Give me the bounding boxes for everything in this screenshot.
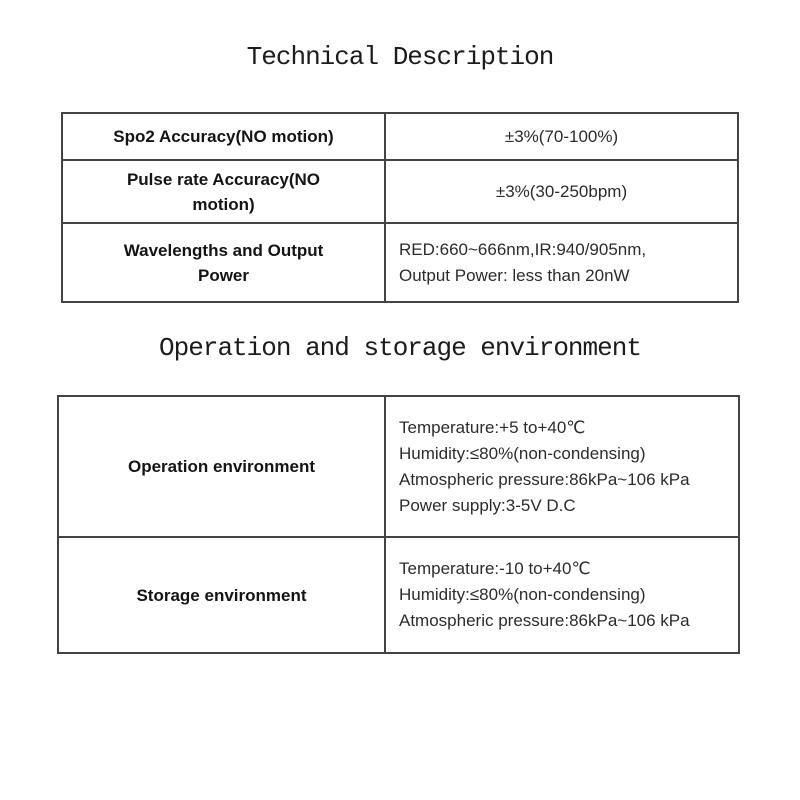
spec-label-cell bbox=[62, 160, 385, 223]
spec-label-cell bbox=[58, 396, 385, 537]
spec-label-text: Spo2 Accuracy(NO motion) bbox=[113, 127, 334, 146]
spec-value-cell bbox=[385, 396, 739, 537]
spec-value-cell bbox=[385, 537, 739, 653]
table-row-pulse-rate-accuracy bbox=[62, 160, 738, 223]
technical-description-table bbox=[61, 112, 739, 303]
spec-value-text: Humidity:≤80%(non-condensing) bbox=[399, 443, 646, 463]
spec-label-cell bbox=[62, 113, 385, 160]
spec-value-text: Power supply:3-5V D.C bbox=[399, 495, 576, 515]
spec-label-text: Power bbox=[197, 265, 250, 285]
spec-label-text: Storage environment bbox=[136, 585, 307, 605]
spec-value-text: RED:660~666nm,IR:940/905nm, bbox=[399, 239, 647, 259]
spec-value-text: Humidity:≤80%(non-condensing) bbox=[399, 585, 646, 604]
table-row-operation-environment bbox=[58, 396, 739, 537]
spec-value-text: ±3%(70-100%) bbox=[504, 126, 619, 146]
spec-value-text: Atmospheric pressure:86kPa~106 kPa bbox=[399, 611, 690, 630]
spec-label-text: Wavelengths and Output bbox=[123, 240, 324, 260]
spec-label-text: motion) bbox=[192, 194, 255, 214]
spec-value-text: Atmospheric pressure:86kPa~106 kPa bbox=[399, 469, 690, 489]
table-row-spo2-accuracy bbox=[62, 113, 738, 160]
spec-value-text: ±3%(30-250bpm) bbox=[495, 181, 628, 201]
section-title: Operation and storage environment bbox=[159, 333, 641, 363]
table-row-wavelengths-output-power bbox=[62, 223, 738, 302]
spec-label-cell bbox=[62, 223, 385, 302]
page-title: Technical Description bbox=[246, 42, 554, 72]
spec-label-cell bbox=[58, 537, 385, 653]
spec-label-text: Pulse rate Accuracy(NO bbox=[126, 169, 321, 189]
spec-value-text: Temperature:+5 to+40℃ bbox=[399, 417, 586, 437]
table-row-storage-environment bbox=[58, 537, 739, 653]
spec-value-text: Temperature:-10 to+40℃ bbox=[399, 559, 591, 578]
spec-value-cell bbox=[385, 160, 738, 223]
spec-value-cell bbox=[385, 223, 738, 302]
environment-table bbox=[57, 395, 740, 654]
spec-value-text: Output Power: less than 20nW bbox=[399, 265, 630, 285]
spec-label-text: Operation environment bbox=[127, 457, 316, 476]
spec-value-cell bbox=[385, 113, 738, 160]
